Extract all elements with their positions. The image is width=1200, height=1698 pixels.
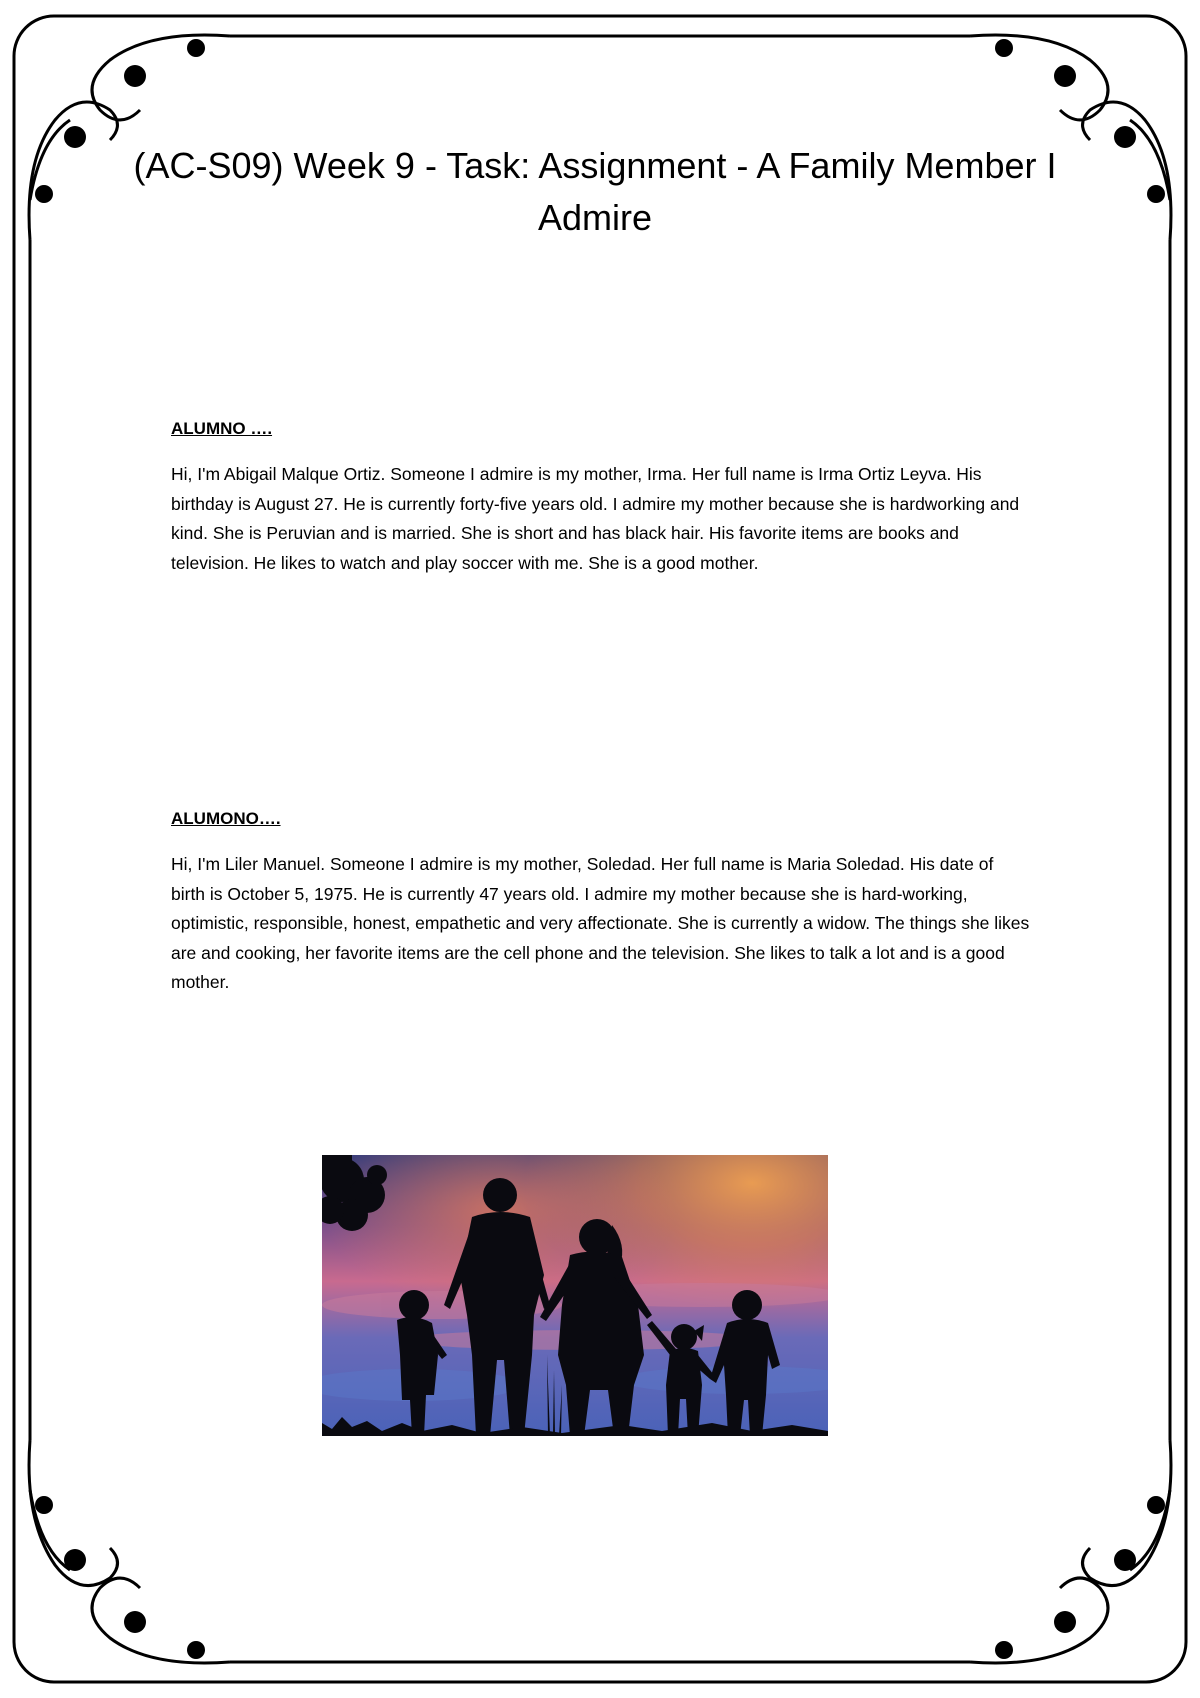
family-silhouette-image: [322, 1155, 828, 1436]
student-paragraph: Hi, I'm Abigail Malque Ortiz. Someone I admire is my mother, Irma. Her full name is Irma Ortiz Leyva. His birthday is August 27. He is currently forty-five years old. I admire my mother because she is hardworking and kind. She is Peruvian and is married. She is short and has black hair. His favorite items are books and television. He likes to watch and play soccer with me. She is a good mother.: [171, 464, 1020, 573]
student-label: ALUMONO….: [171, 809, 281, 828]
student-section-1: [171, 418, 1031, 578]
document-title: (AC-S09) Week 9 - Task: Assignment - A Family Member I Admire: [133, 145, 1057, 238]
student-paragraph: Hi, I'm Liler Manuel. Someone I admire is my mother, Soledad. Her full name is Maria Soledad. His date of birth is October 5, 1975. He is currently 47 years old. I admire my mother because she is hard-working, optimistic, responsible, honest, empathetic and very affectionate. She is currently a widow. The things she likes are and cooking, her favorite items are the cell phone and the television. She likes to talk a lot and is a good mother.: [171, 854, 1030, 992]
student-label: ALUMNO ….: [171, 419, 273, 438]
student-section-2: [171, 808, 1031, 998]
family-silhouette-sunset-icon: [322, 1155, 828, 1436]
